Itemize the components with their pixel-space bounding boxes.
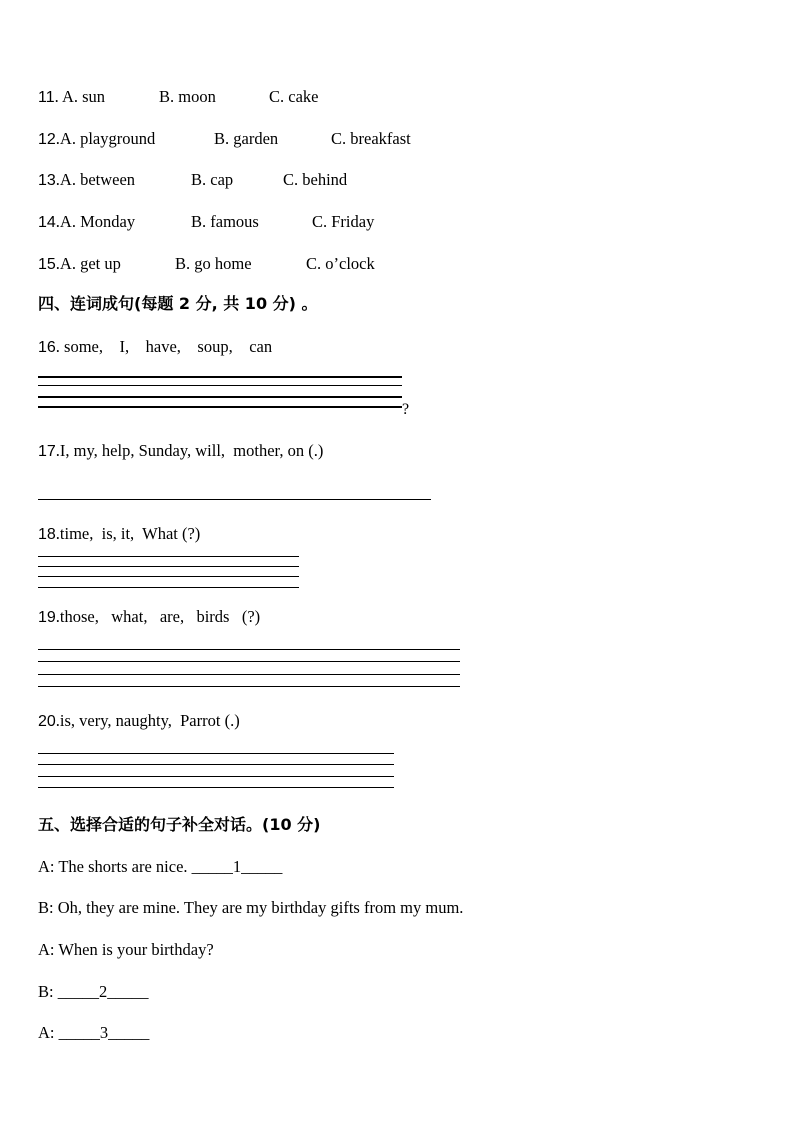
question-separator: . xyxy=(55,170,60,189)
scrambled-words: those, what, are, birds (?) xyxy=(59,607,261,626)
option-b: B. go home xyxy=(175,254,252,273)
question-separator: . xyxy=(55,254,60,273)
option-a: A. between xyxy=(59,170,136,189)
end-question-mark: ? xyxy=(402,401,410,418)
question-number: 15 xyxy=(38,256,56,273)
answer-line xyxy=(38,764,394,765)
question-number: 16 xyxy=(38,339,56,356)
option-a: A. sun xyxy=(61,87,106,106)
question-separator: . xyxy=(55,524,60,543)
question-14 xyxy=(38,212,375,233)
question-number: 13 xyxy=(38,172,56,189)
question-separator: . xyxy=(55,212,60,231)
option-a: A. Monday xyxy=(59,212,136,231)
option-b: B. garden xyxy=(214,129,279,148)
answer-line xyxy=(38,396,402,398)
dialogue-text: The shorts are nice. xyxy=(58,857,188,876)
answer-line xyxy=(38,385,402,386)
question-15 xyxy=(38,254,375,275)
scrambled-words: some, I, have, soup, can xyxy=(64,337,273,356)
question-separator: . xyxy=(55,607,60,626)
question-number: 19 xyxy=(38,609,56,626)
answer-line xyxy=(38,556,299,557)
answer-blank: _____3_____ xyxy=(58,1023,150,1042)
dialogue-line xyxy=(38,898,463,918)
scrambled-words: time, is, it, What (?) xyxy=(59,524,201,543)
option-c: C. Friday xyxy=(312,212,375,231)
question-separator: . xyxy=(55,337,65,356)
speaker-label: B: xyxy=(38,982,54,1001)
dialogue-line xyxy=(38,940,214,960)
question-number: 18 xyxy=(38,526,56,543)
speaker-label: B: xyxy=(38,898,54,917)
dialogue-line xyxy=(38,1023,149,1043)
speaker-label: A: xyxy=(38,940,55,959)
scrambled-words: I, my, help, Sunday, will, mother, on (.) xyxy=(59,441,324,460)
answer-line xyxy=(38,674,460,675)
answer-line xyxy=(38,566,299,567)
question-12 xyxy=(38,129,411,150)
answer-line xyxy=(38,686,460,687)
option-c: C. breakfast xyxy=(331,129,411,148)
answer-line xyxy=(38,406,402,408)
answer-blank: _____1_____ xyxy=(191,857,283,876)
speaker-label: A: xyxy=(38,1023,55,1042)
answer-line xyxy=(38,776,394,777)
question-number: 20 xyxy=(38,713,56,730)
answer-line xyxy=(38,376,402,378)
option-b: B. cap xyxy=(191,170,234,189)
question-16 xyxy=(38,337,272,358)
dialogue-text: When is your birthday? xyxy=(58,940,214,959)
dialogue-text: Oh, they are mine. They are my birthday gifts from my mum. xyxy=(57,898,464,917)
option-b: B. moon xyxy=(159,87,216,106)
option-c: C. behind xyxy=(283,170,348,189)
question-19 xyxy=(38,607,260,628)
dialogue-line xyxy=(38,857,282,877)
answer-line xyxy=(38,499,431,500)
section-5-heading: 五、选择合适的句子补全对话。(10 分) xyxy=(38,815,321,834)
question-separator: . xyxy=(54,87,62,106)
question-separator: . xyxy=(55,711,60,730)
question-number: 11 xyxy=(38,89,55,106)
answer-line xyxy=(38,753,394,754)
scrambled-words: is, very, naughty, Parrot (.) xyxy=(59,711,240,730)
option-a: A. get up xyxy=(59,254,121,273)
section-4-heading: 四、连词成句(每题 2 分, 共 10 分) 。 xyxy=(38,294,318,313)
question-number: 17 xyxy=(38,443,56,460)
answer-line xyxy=(38,661,460,662)
question-13 xyxy=(38,170,348,191)
answer-line xyxy=(38,787,394,788)
option-a: A. playground xyxy=(59,129,156,148)
option-c: C. o’clock xyxy=(306,254,375,273)
question-separator: . xyxy=(55,129,60,148)
question-20 xyxy=(38,711,240,732)
question-18 xyxy=(38,524,200,545)
speaker-label: A: xyxy=(38,857,55,876)
question-number: 14 xyxy=(38,214,56,231)
question-17 xyxy=(38,441,323,462)
answer-blank: _____2_____ xyxy=(57,982,149,1001)
answer-line xyxy=(38,576,299,577)
option-c: C. cake xyxy=(269,87,319,106)
dialogue-line xyxy=(38,982,148,1002)
question-number: 12 xyxy=(38,131,56,148)
answer-line xyxy=(38,649,460,650)
question-11 xyxy=(38,87,319,108)
option-b: B. famous xyxy=(191,212,259,231)
question-separator: . xyxy=(55,441,60,460)
answer-line xyxy=(38,587,299,588)
